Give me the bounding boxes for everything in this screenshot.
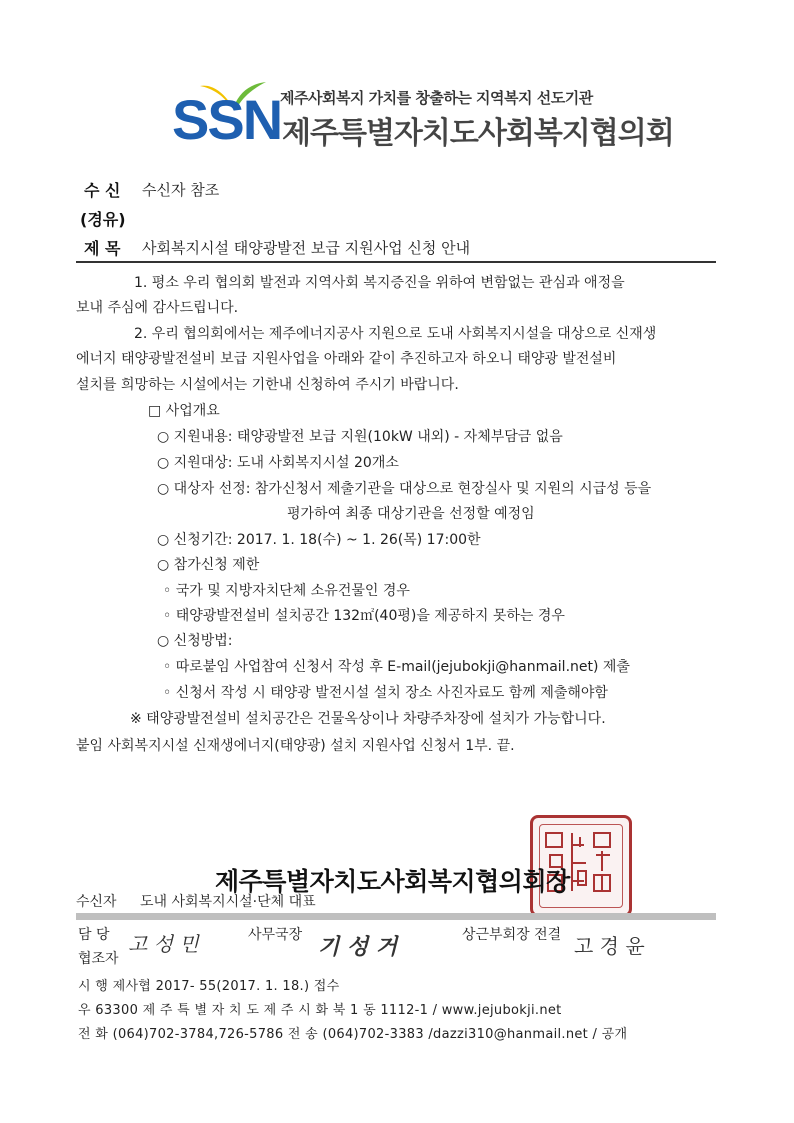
recipient-label: 수 신	[84, 181, 121, 200]
method-sub-2: ◦ 신청서 작성 시 태양광 발전시설 설치 장소 사진자료도 함께 제출해야함	[163, 685, 608, 701]
item-selection-line-1: ○ 대상자 선정: 참가신청서 제출기관을 대상으로 현장실사 및 지원의 시급성 등을	[157, 481, 652, 497]
postal-address: 우 63300 제 주 특 별 자 치 도 제 주 시 화 북 1 동 1112-1 / www.jejubokji.net	[78, 1003, 562, 1018]
enforcement-number: 시 행 제사협 2017- 55(2017. 1. 18.) 접수	[78, 979, 340, 994]
restriction-sub-1: ◦ 국가 및 지방자치단체 소유건물인 경우	[163, 583, 410, 599]
recipient-value: 수신자 참조	[142, 181, 220, 199]
director-signature: 기 성 거	[318, 934, 398, 960]
item-support-content: ○ 지원내용: 태양광발전 보급 지원(10kW 내외) - 자체부담금 없음	[157, 429, 563, 445]
approval-divider	[76, 913, 716, 920]
item-restriction: ○ 참가신청 제한	[157, 557, 260, 573]
contact-info: 전 화 (064)702-3784,726-5786 전 송 (064)702-3383 /dazzi310@hanmail.net / 공개	[78, 1027, 628, 1042]
vice-president-label: 상근부회장 전결	[462, 927, 562, 943]
sender-title: 제주특별자치도사회복지협의회장	[215, 867, 570, 896]
drafter-label: 담 당	[78, 927, 110, 943]
via-label: (경유)	[80, 210, 126, 229]
item-target: ○ 지원대상: 도내 사회복지시설 20개소	[157, 455, 399, 471]
note: ※ 태양광발전설비 설치공간은 건물옥상이나 차량주차장에 설치가 가능합니다.	[130, 711, 606, 727]
method-sub-1: ◦ 따로붙임 사업참여 신청서 작성 후 E-mail(jejubokji@hanmail.net) 제출	[163, 659, 630, 675]
director-label: 사무국장	[248, 927, 303, 943]
item-method: ○ 신청방법:	[157, 633, 233, 649]
section-title: □ 사업개요	[148, 403, 220, 419]
subject-label: 제 목	[84, 239, 121, 258]
paragraph-2-line-1: 2. 우리 협의회에서는 제주에너지공사 지원으로 도내 사회복지시설을 대상으로 신재생	[134, 326, 657, 342]
distribution-value: 도내 사회복지시설·단체 대표	[140, 894, 316, 910]
paragraph-1-line-2: 보내 주심에 감사드립니다.	[76, 300, 239, 316]
org-title: 제주특별자치도사회복지협의회	[282, 116, 674, 151]
distribution-label: 수신자	[76, 894, 117, 910]
paragraph-2-line-2: 에너지 태양광발전설비 보급 지원사업을 아래와 같이 추진하고자 하오니 태양광 발전설비	[76, 351, 617, 367]
logo-text: SSN	[172, 88, 282, 151]
paragraph-1-line-1: 1. 평소 우리 협의회 발전과 지역사회 복지증진을 위하여 변함없는 관심과 애정을	[134, 275, 625, 291]
item-selection-line-2: 평가하여 최종 대상기관을 선정할 예정임	[287, 506, 535, 522]
item-period: ○ 신청기간: 2017. 1. 18(수) ~ 1. 26(목) 17:00한	[157, 532, 481, 548]
paragraph-2-line-3: 설치를 희망하는 시설에서는 기한내 신청하여 주시기 바랍니다.	[76, 377, 459, 393]
subject-divider	[76, 261, 716, 263]
subject-value: 사회복지시설 태양광발전 보급 지원사업 신청 안내	[142, 239, 471, 257]
attachment: 붙임 사회복지시설 신재생에너지(태양광) 설치 지원사업 신청서 1부. 끝.	[76, 738, 515, 754]
drafter-signature: 고 성 민	[128, 932, 199, 956]
slogan: 제주사회복지 가치를 창출하는 지역복지 선도기관	[280, 89, 593, 107]
vice-president-signature: 고 경 윤	[574, 934, 645, 958]
restriction-sub-2: ◦ 태양광발전설비 설치공간 132㎡(40평)을 제공하지 못하는 경우	[163, 608, 565, 624]
cooperator-label: 협조자	[78, 951, 119, 967]
